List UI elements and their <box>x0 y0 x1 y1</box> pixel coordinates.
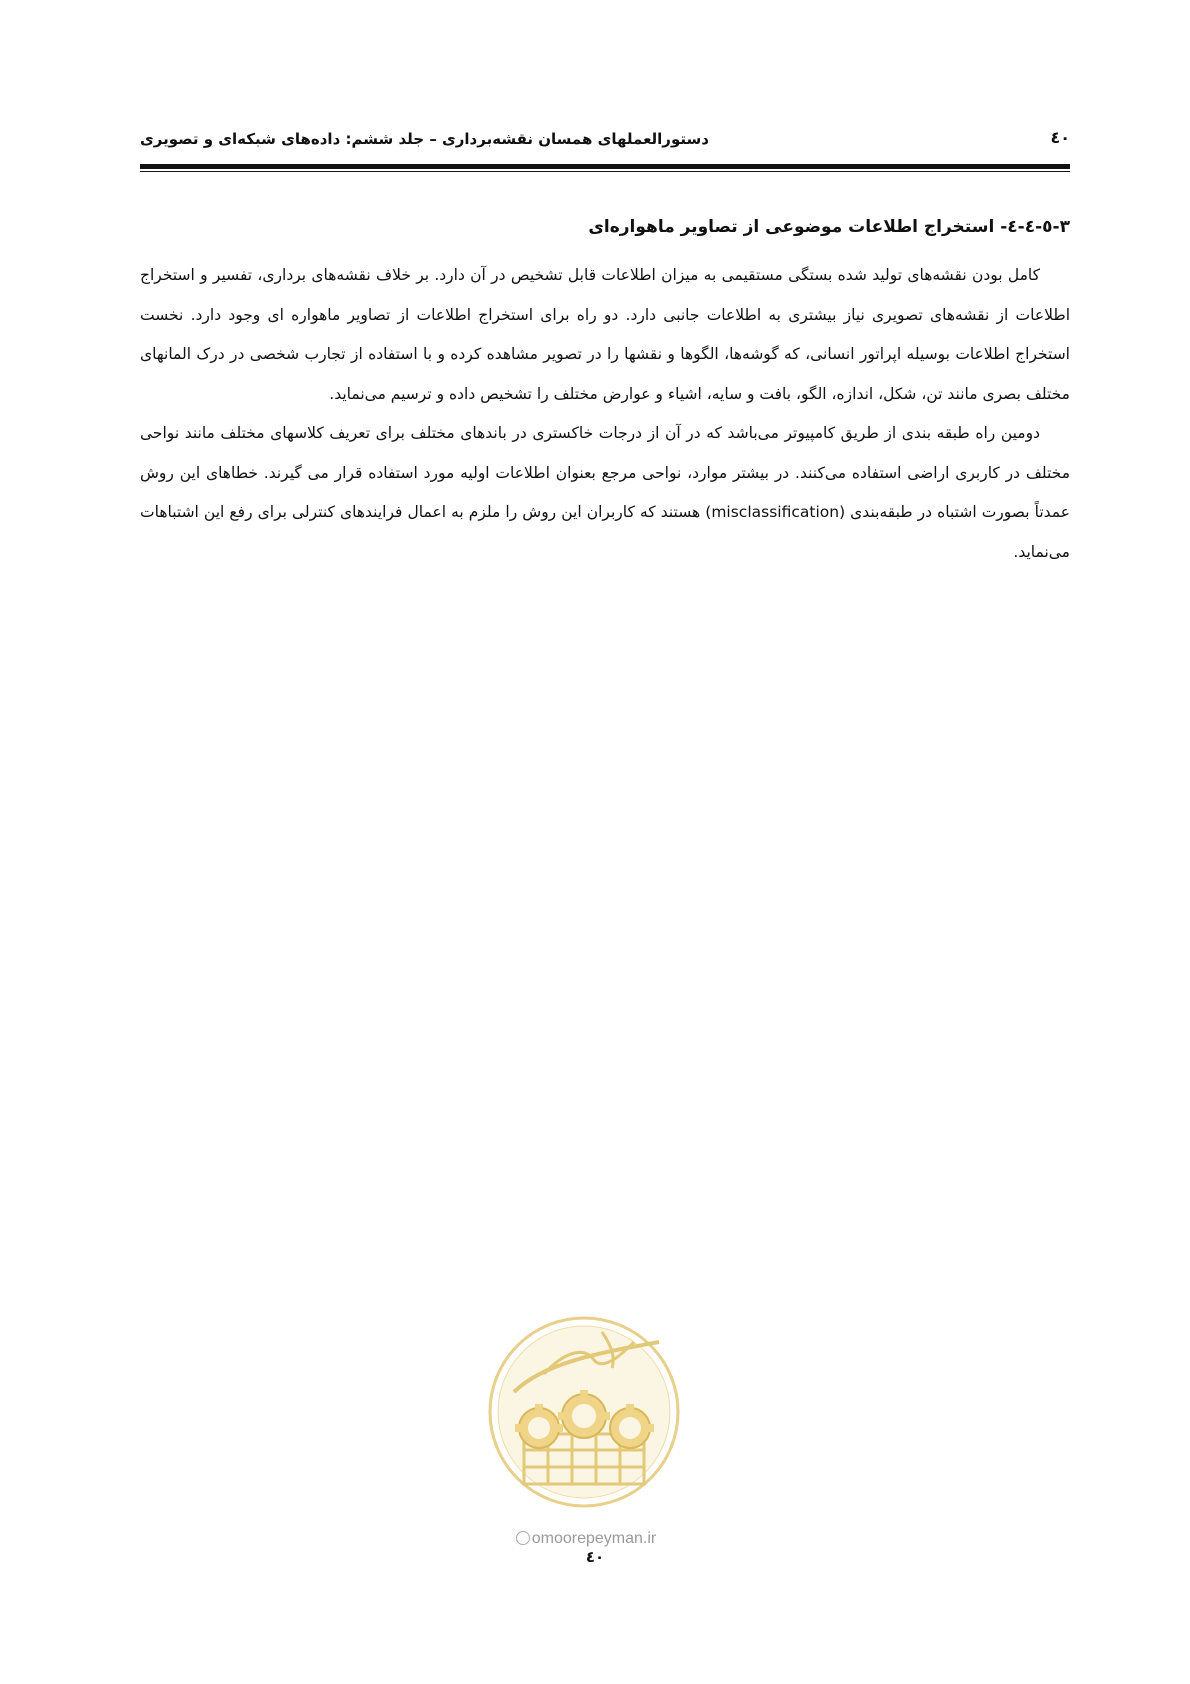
page-header <box>140 128 1070 158</box>
main-content <box>140 212 1070 572</box>
section-heading: ۳-٥-٤-٤- استخراج اطلاعات موضوعی از تصاویر ماهواره‌ای <box>588 217 1070 237</box>
paragraph-1: کامل بودن نقشه‌های تولید شده بستگی مستقیمی به میزان اطلاعات قابل تشخیص در آن دارد. بر خلاف نقشه‌های برداری، تفسیر و استخراج اطلاعات از نقشه‌های تصویری نیاز بیشتری به اطلاعات جانبی دارد. دو راه برای استخراج اطلاعات از تصاویر ماهواره ای وجود دارد. نخست استخراج اطلاعات بوسیله اپراتور انسانی، که گوشه‌ها، الگوها و نقشها را در تصویر مشاهده کرده و با استفاده از تجارب شخصی در درک المانهای مختلف بصری مانند تن، شکل، اندازه، الگو، بافت و سایه، اشیاء و عوارض مختلف را تشخیص داده و ترسیم می‌نماید. <box>140 266 1070 403</box>
watermark-seal-icon <box>484 1312 684 1512</box>
paragraph-2: دومین راه طبقه بندی از طریق کامپیوتر می‌باشد که در آن از درجات خاکستری در باندهای مختلف برای تعریف کلاسهای مختلف مانند نواحی مختلف در کاربری اراضی استفاده می‌کنند. در بیشتر موارد، نواحی مرجع بعنوان اطلاعات اولیه مورد استفاده قرار می گیرند. خطاهای این روش عمدتاً بصورت اشتباه در طبقه‌بندی (misclassification) هستند که کاربران این روش را ملزم به اعمال فرایندهای کنترلی برای رفع این اشتباهات می‌نماید. <box>140 424 1070 561</box>
watermark-url <box>486 1530 686 1548</box>
watermark-url-text: omoorepeyman.ir <box>531 1530 657 1547</box>
at-sign-icon <box>516 1531 530 1545</box>
header-rule-thin <box>140 171 1070 172</box>
footer-page-number: ٤٠ <box>585 1548 605 1566</box>
header-page-number: ٤٠ <box>1050 128 1070 147</box>
header-rule-thick <box>140 164 1070 169</box>
header-title: دستورالعملهای همسان نقشه‌برداری – جلد ششم: داده‌های شبکه‌ای و تصویری <box>140 130 709 148</box>
watermark-logo <box>484 1312 684 1512</box>
